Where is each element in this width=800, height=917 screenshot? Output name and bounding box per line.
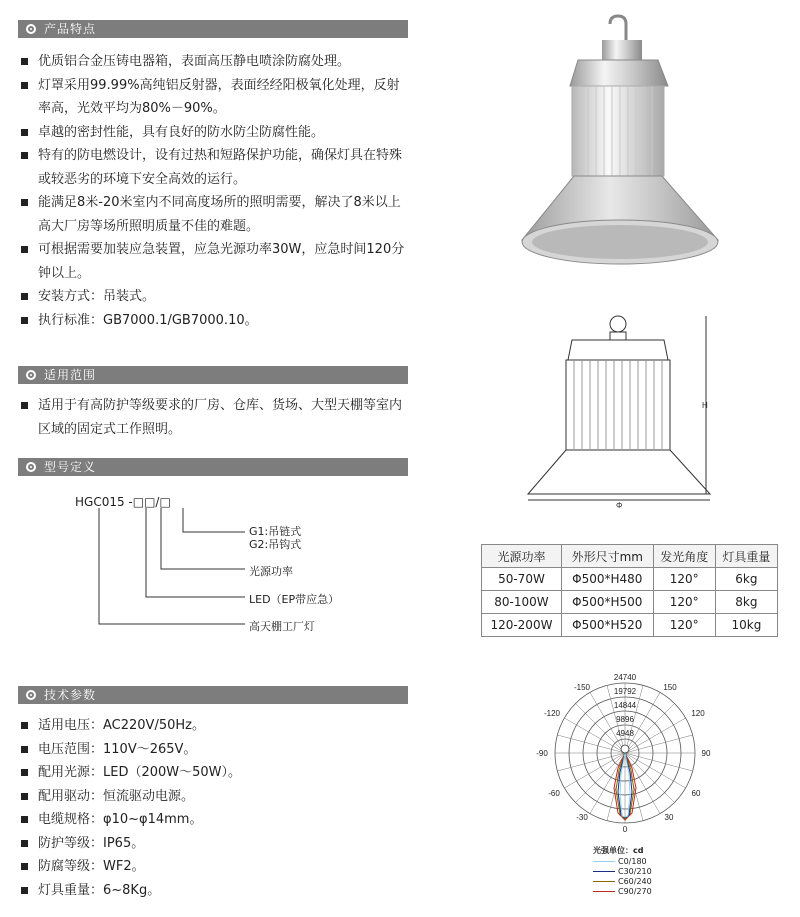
list-item: 灯具重量：6~8Kg。: [18, 879, 410, 903]
table-cell: 120°: [653, 614, 715, 637]
lamp-photo: [518, 14, 738, 274]
legend-label: C60/240: [618, 877, 652, 886]
list-item: 适用于有高防护等级要求的厂房、仓库、货场、大型天棚等室内区域的固定式工作照明。: [18, 394, 410, 441]
spec-table: [481, 544, 778, 637]
table-header: 发光角度: [653, 545, 715, 568]
section-title: 型号定义: [44, 460, 97, 474]
table-header: 光源功率: [482, 545, 562, 568]
model-label-led: LED（EP带应急）: [249, 593, 340, 606]
table-header: 灯具重量: [715, 545, 777, 568]
list-item: 执行标准：GB7000.1/GB7000.10。: [18, 309, 410, 333]
legend-label: C0/180: [618, 857, 647, 866]
table-cell: 120-200W: [482, 614, 562, 637]
table-cell: Φ500*H520: [561, 614, 653, 637]
section-header-tech: [18, 686, 408, 704]
lamp-opening: [532, 225, 708, 259]
tech-list: [18, 714, 410, 902]
angle-label: 60: [691, 789, 701, 798]
angle-label: -120: [543, 709, 561, 718]
table-cell: 80-100W: [482, 591, 562, 614]
polar-center-marker: [621, 745, 629, 753]
radial-label: 24740: [613, 673, 637, 682]
list-item: 电压范围：110V～265V。: [18, 738, 410, 762]
bullet-circle-icon: [26, 690, 36, 700]
model-label-type: 高天棚工厂灯: [249, 620, 315, 633]
list-item: 配用驱动：恒流驱动电源。: [18, 785, 410, 809]
section-title: 技术参数: [44, 688, 97, 702]
angle-label: 120: [691, 709, 705, 718]
legend-item-c30: [593, 867, 652, 876]
radial-label: 19792: [613, 687, 637, 696]
lamp-dimension-drawing: [520, 308, 740, 508]
list-item: 适用电压：AC220V/50Hz。: [18, 714, 410, 738]
leader-line: [161, 508, 245, 569]
lamp-heatsink: [572, 86, 664, 176]
drawing-ring: [610, 316, 626, 332]
list-item: 灯罩采用99.99%高纯铝反射器，表面经经阳极氧化处理，反射率高，光效平均为80%－90%。: [18, 74, 410, 121]
table-cell: Φ500*H480: [561, 568, 653, 591]
table-cell: 10kg: [715, 614, 777, 637]
polar-intensity-diagram: [530, 668, 720, 843]
list-item: 防腐等级：WF2。: [18, 855, 410, 879]
angle-label: -30: [576, 813, 588, 822]
list-item: 防护等级：IP65。: [18, 832, 410, 856]
radial-label: 9896: [616, 715, 634, 724]
polar-unit-label: 光强单位：cd: [593, 846, 644, 855]
list-item: 能满足8米-20米室内不同高度场所的照明需要，解决了8米以上高大厂房等场所照明质量不佳的难题。: [18, 191, 410, 238]
height-label: H: [702, 401, 708, 410]
legend-item-c60: [593, 877, 652, 886]
table-row: [482, 614, 778, 637]
list-item: 电缆规格：φ10~φ14mm。: [18, 808, 410, 832]
table-cell: 50-70W: [482, 568, 562, 591]
legend-label: C30/210: [618, 867, 652, 876]
diameter-label: Φ: [616, 501, 623, 508]
leader-line: [183, 508, 245, 532]
radial-label: 4948: [616, 729, 634, 738]
legend-item-c0: [593, 857, 647, 866]
legend-label: C90/270: [618, 887, 652, 896]
table-cell: 120°: [653, 591, 715, 614]
angle-label: -60: [548, 789, 560, 798]
drawing-housing: [568, 340, 668, 360]
lamp-housing: [570, 60, 668, 86]
table-row: [482, 591, 778, 614]
list-item: 卓越的密封性能，具有良好的防水防尘防腐性能。: [18, 121, 410, 145]
drawing-mount: [610, 332, 626, 340]
angle-label: -150: [573, 683, 591, 692]
list-item: 安装方式：吊装式。: [18, 285, 410, 309]
legend-swatch: [593, 861, 615, 862]
angle-label: 90: [701, 749, 711, 758]
table-header: 外形尺寸mm: [561, 545, 653, 568]
angle-label: 150: [663, 683, 677, 692]
list-item: 优质铝合金压铸电器箱，表面高压静电喷涂防腐处理。: [18, 50, 410, 74]
section-title: 产品特点: [44, 22, 97, 36]
legend-item-c90: [593, 887, 652, 896]
angle-label: -90: [536, 749, 548, 758]
model-label-g1: G1:吊链式: [249, 525, 302, 538]
table-cell: 8kg: [715, 591, 777, 614]
drawing-reflector: [528, 450, 710, 494]
lamp-mount: [602, 40, 642, 60]
table-cell: 120°: [653, 568, 715, 591]
section-title: 适用范围: [44, 368, 97, 382]
model-label-g2: G2:吊钩式: [249, 538, 302, 551]
angle-label: 0: [622, 825, 628, 834]
table-row: [482, 568, 778, 591]
angle-label: 30: [664, 813, 674, 822]
legend-swatch: [593, 871, 615, 872]
list-item: 特有的防电燃设计，设有过热和短路保护功能，确保灯具在特殊或较恶劣的环境下安全高效的运行。: [18, 144, 410, 191]
legend-swatch: [593, 891, 615, 892]
radial-label: 14844: [613, 701, 637, 710]
table-header-row: [482, 545, 778, 568]
leader-line: [99, 508, 245, 624]
table-cell: Φ500*H500: [561, 591, 653, 614]
model-code: HGC015 -□□/□: [75, 495, 171, 509]
legend-swatch: [593, 881, 615, 882]
list-item: 可根据需要加装应急装置，应急光源功率30W，应急时间120分钟以上。: [18, 238, 410, 285]
list-item: 配用光源：LED（200W～50W）。: [18, 761, 410, 785]
lamp-hook: [610, 16, 626, 42]
model-label-power: 光源功率: [249, 565, 293, 578]
table-cell: 6kg: [715, 568, 777, 591]
